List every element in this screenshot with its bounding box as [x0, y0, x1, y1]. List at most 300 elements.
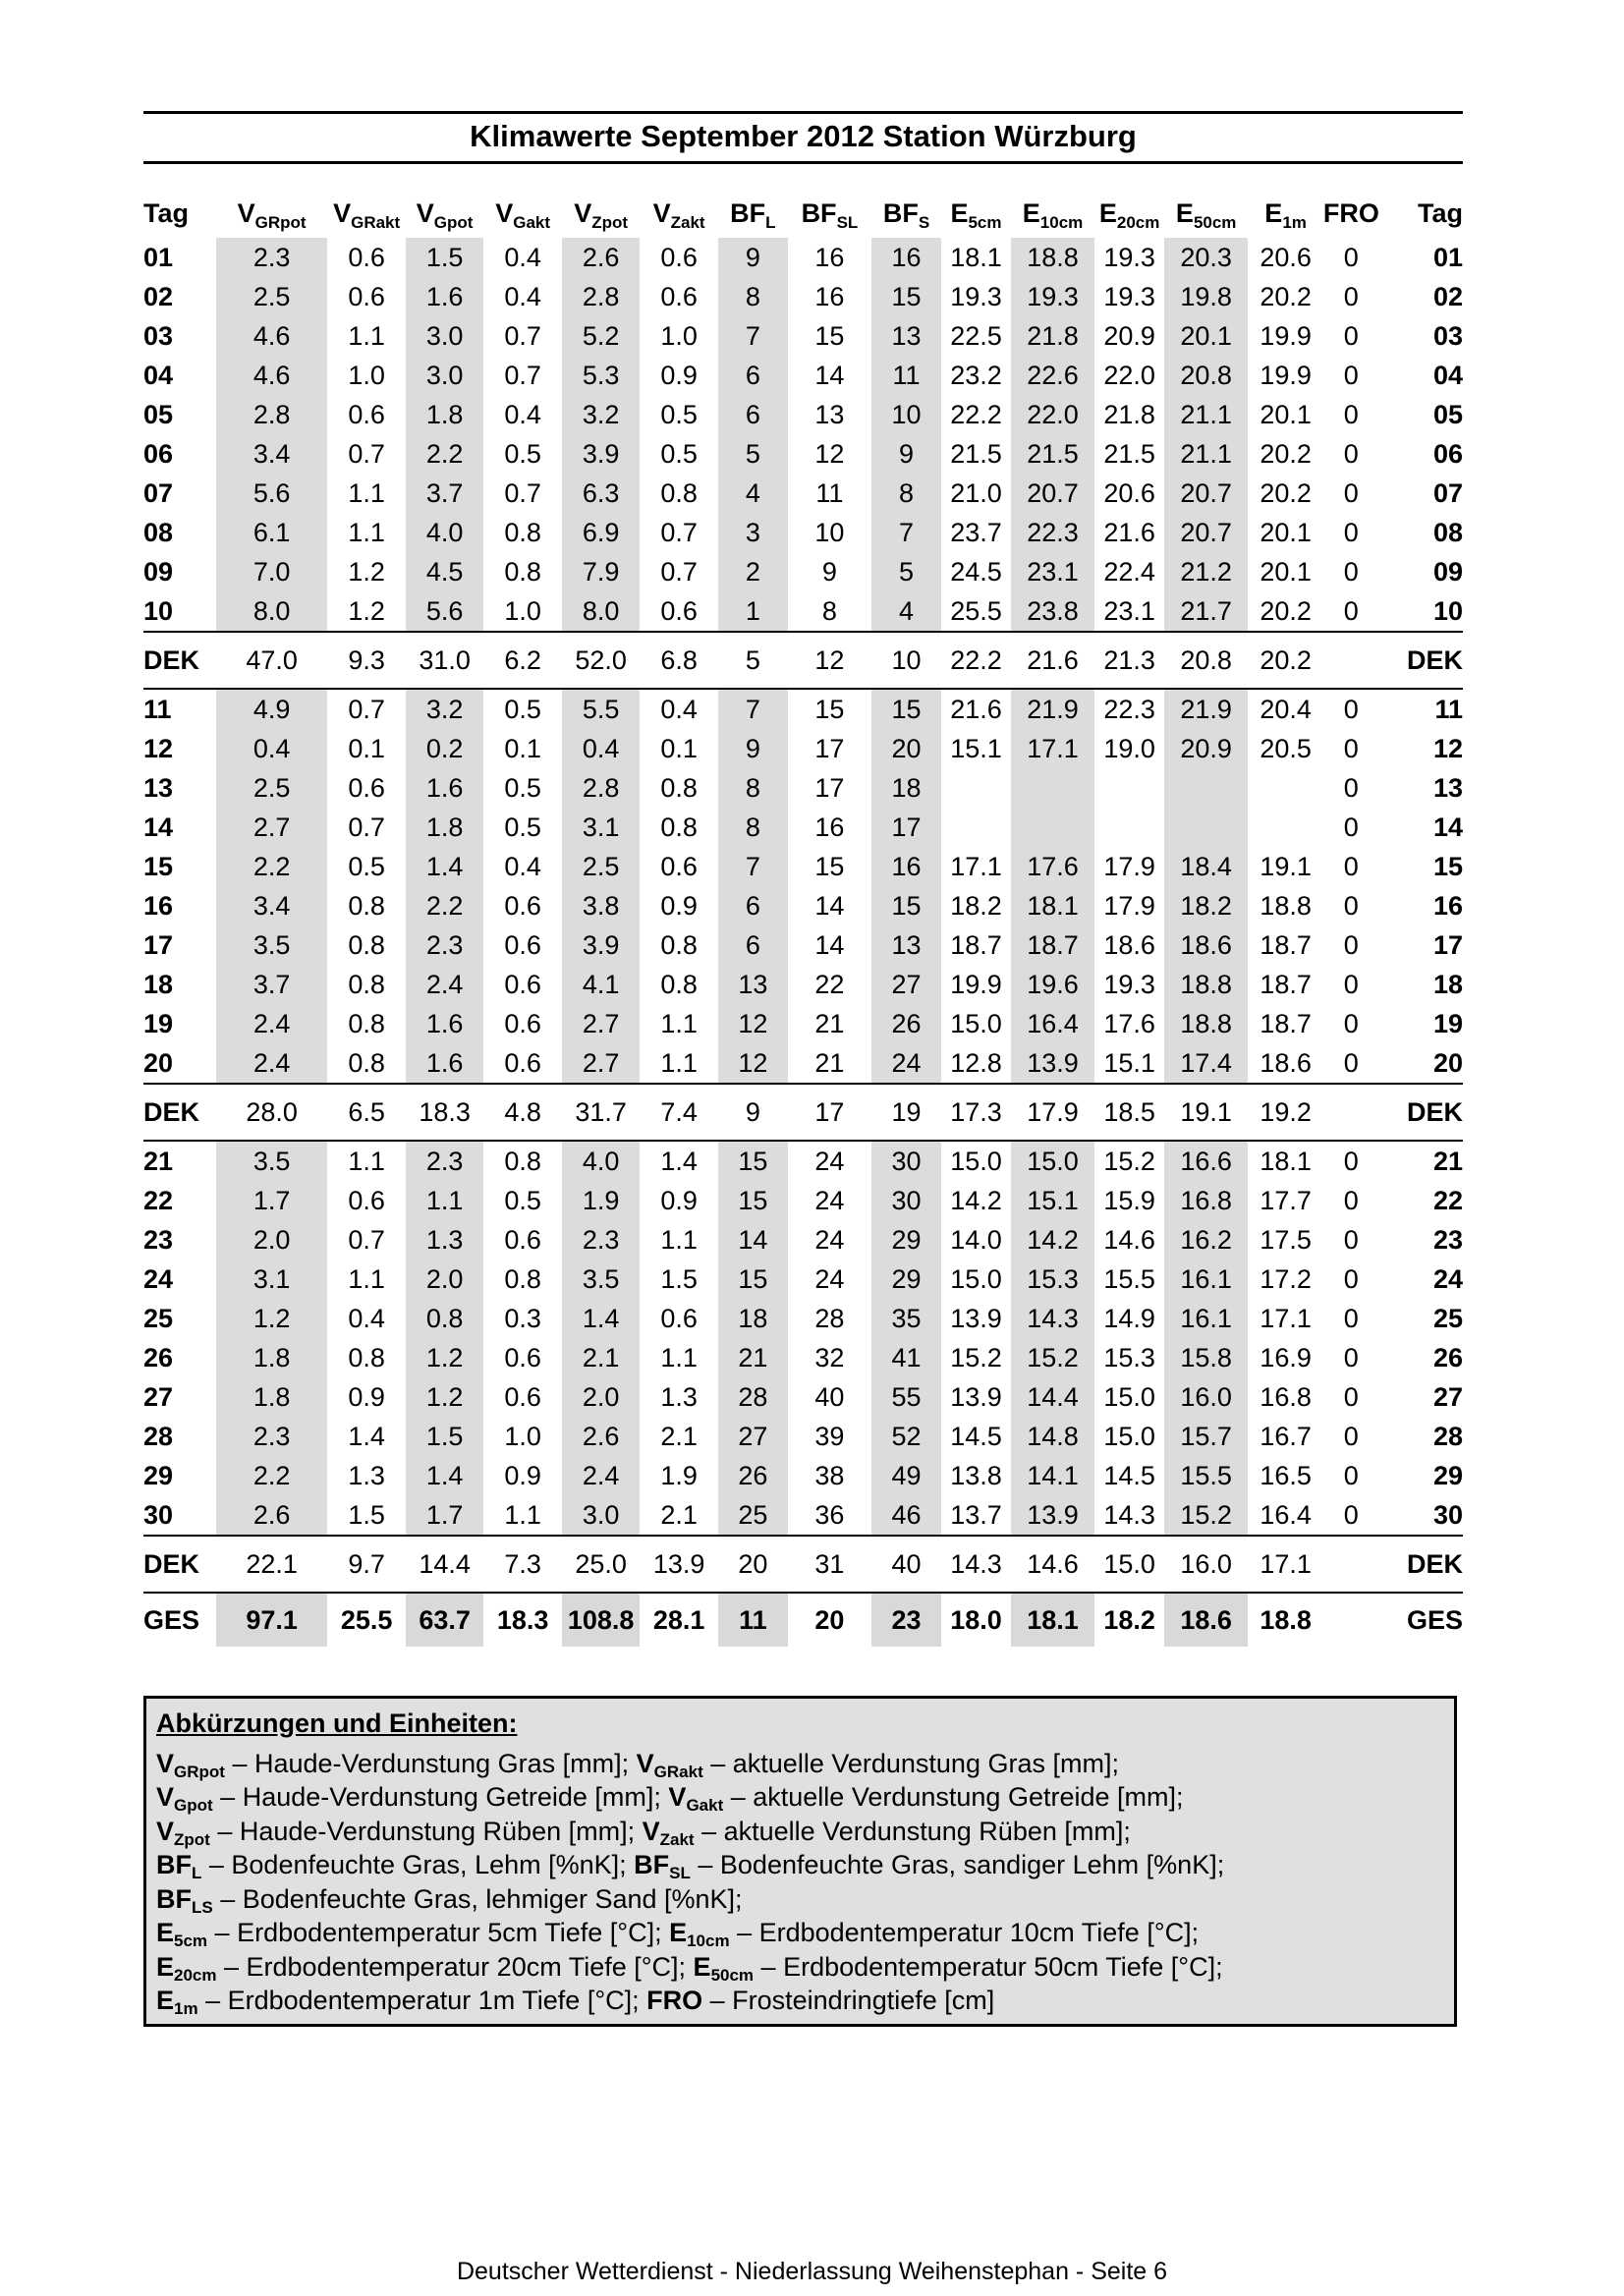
table-cell: 19.1 [1260, 851, 1312, 881]
table-cell: 12 [814, 438, 845, 469]
summary-cell: 17.1 [1248, 1536, 1323, 1593]
table-cell: 3.0 [406, 316, 484, 356]
table-cell: 0.5 [348, 851, 385, 881]
table-row [143, 238, 1463, 277]
day-label: 15 [143, 851, 174, 881]
table-cell: 0 [1343, 1185, 1359, 1215]
table-cell: 21.6 [941, 689, 1011, 729]
table-cell: 19.3 [1103, 242, 1155, 272]
legend-abbrev-base: BF [634, 1850, 670, 1879]
summary-cell: 20 [718, 1536, 788, 1593]
table-cell: 2.6 [562, 238, 641, 277]
legend-abbrev-base: E [156, 1986, 175, 2015]
legend-lines [156, 1747, 1444, 2018]
legend-abbrev-base: V [156, 1782, 175, 1812]
table-cell: 0.8 [504, 1263, 541, 1294]
summary-cell: 20.8 [1164, 632, 1248, 689]
table-cell: 19.3 [950, 281, 1002, 311]
summary-label: DEK [143, 1084, 216, 1141]
table-row [143, 1495, 1463, 1536]
table-cell: 0.5 [660, 438, 698, 469]
page-title: Klimawerte September 2012 Station Würzburg [470, 119, 1137, 153]
table-cell: 23.8 [1011, 591, 1094, 632]
table-cell: 8.0 [216, 591, 328, 632]
total-cell [1323, 1593, 1379, 1647]
table-cell: 5 [718, 434, 788, 474]
summary-cell: 16.0 [1164, 1536, 1248, 1593]
table-cell: 2.2 [216, 1456, 328, 1495]
table-cell: 15 [718, 1181, 788, 1220]
table-row [143, 847, 1463, 886]
table-cell: 5.5 [562, 689, 641, 729]
table-cell: 16 [871, 847, 941, 886]
table-cell: 1.2 [406, 1377, 484, 1417]
table-cell: 3.5 [216, 925, 328, 965]
column-header-label: E [1175, 197, 1194, 228]
table-cell: 1.3 [660, 1381, 698, 1412]
column-header [216, 189, 328, 238]
table-cell: 13 [718, 965, 788, 1004]
summary-cell: 25.0 [562, 1536, 641, 1593]
table-cell: 15 [871, 277, 941, 316]
table-cell: 21.2 [1164, 552, 1248, 591]
table-cell: 1.6 [406, 1043, 484, 1084]
title-block [143, 111, 1463, 164]
table-row [143, 768, 1463, 808]
table-cell: 20.6 [1103, 477, 1155, 508]
table-row [143, 277, 1463, 316]
table-row [143, 591, 1463, 632]
table-cell: 24 [788, 1141, 871, 1181]
table-cell: 16.6 [1164, 1141, 1248, 1181]
table-cell: 0.6 [660, 851, 698, 881]
table-cell: 21.8 [1103, 399, 1155, 429]
total-label: GES [1379, 1593, 1463, 1647]
day-label: 24 [1432, 1263, 1463, 1294]
table-cell: 3.2 [562, 395, 641, 434]
day-label: 30 [1432, 1499, 1463, 1530]
legend-text: – Erdbodentemperatur 20cm Tiefe [°C]; [216, 1951, 694, 1982]
table-cell: 15.0 [941, 1141, 1011, 1181]
legend-abbrev-base: E [156, 1918, 175, 1947]
table-cell: 16.5 [1260, 1460, 1312, 1490]
table-cell: 2.1 [660, 1421, 698, 1451]
table-cell: 0.8 [483, 1141, 562, 1181]
legend-abbrev-subscript: Gakt [686, 1796, 724, 1815]
legend-text: – Erdbodentemperatur 1m Tiefe [°C]; [197, 1986, 647, 2015]
table-cell: 20.5 [1260, 733, 1312, 763]
table-cell: 55 [871, 1377, 941, 1417]
column-header-label: E [1098, 197, 1117, 228]
table-cell: 4 [718, 474, 788, 513]
table-cell: 15 [814, 320, 845, 351]
table-cell: 18.2 [950, 890, 1002, 921]
day-label: 23 [143, 1224, 174, 1255]
table-cell: 2.3 [216, 1417, 328, 1456]
table-cell: 8 [718, 768, 788, 808]
table-cell: 0.8 [660, 929, 698, 960]
table-cell: 13.8 [950, 1460, 1002, 1490]
table-cell: 0.6 [660, 595, 698, 626]
table-cell: 20.8 [1164, 356, 1248, 395]
table-cell: 21.5 [950, 438, 1002, 469]
table-cell: 15.2 [1164, 1495, 1248, 1536]
summary-cell: 9.7 [327, 1536, 406, 1593]
column-header [1011, 189, 1094, 238]
table-cell: 6 [718, 395, 788, 434]
column-header-label: E [1264, 197, 1283, 228]
table-cell: 2.7 [562, 1043, 641, 1084]
table-cell: 0.5 [504, 812, 541, 842]
table-cell: 15 [871, 886, 941, 925]
total-cell: 97.1 [216, 1593, 328, 1647]
table-cell: 14.5 [1103, 1460, 1155, 1490]
table-cell: 17.1 [1011, 729, 1094, 768]
table-cell: 1.9 [562, 1181, 641, 1220]
table-cell: 6.3 [562, 474, 641, 513]
table-cell: 18.8 [1260, 890, 1312, 921]
table-cell: 1.2 [348, 556, 385, 587]
table-cell: 7 [871, 513, 941, 552]
table-cell: 18.1 [1011, 886, 1094, 925]
legend-abbrev-base: E [669, 1918, 688, 1947]
column-header [1164, 189, 1248, 238]
table-cell: 19.9 [1260, 360, 1312, 390]
table-cell: 7.0 [216, 552, 328, 591]
summary-cell: 4.8 [483, 1084, 562, 1141]
day-label: 09 [1432, 556, 1463, 587]
table-cell: 17.4 [1164, 1043, 1248, 1084]
table-cell: 16.8 [1164, 1181, 1248, 1220]
table-cell: 18 [718, 1299, 788, 1338]
summary-cell: 22.1 [216, 1536, 328, 1593]
total-cell: 23 [871, 1593, 941, 1647]
table-cell: 0 [1343, 1460, 1359, 1490]
table-cell: 0.8 [348, 1047, 385, 1078]
table-cell: 14.2 [1011, 1220, 1094, 1260]
day-label: 19 [143, 1008, 174, 1038]
column-header-label: V [652, 197, 671, 228]
table-cell: 0.6 [504, 1342, 541, 1372]
total-cell: 18.6 [1164, 1593, 1248, 1647]
table-cell: 0.7 [348, 1224, 385, 1255]
day-label: 10 [143, 595, 174, 626]
total-cell: 28.1 [640, 1593, 718, 1647]
table-cell: 13.9 [950, 1303, 1002, 1333]
table-cell: 6 [718, 925, 788, 965]
day-label: 01 [1432, 242, 1463, 272]
table-cell: 2.7 [216, 808, 328, 847]
table-cell: 18.8 [1011, 238, 1094, 277]
column-header-subscript: Gpot [433, 212, 474, 232]
legend-line [156, 1848, 1444, 1882]
day-label: 07 [143, 477, 174, 508]
table-cell: 0 [1343, 281, 1359, 311]
table-cell: 0 [1343, 399, 1359, 429]
table-cell: 20.3 [1164, 238, 1248, 277]
table-cell: 17.1 [1260, 1303, 1312, 1333]
table-cell: 18.6 [1260, 1047, 1312, 1078]
column-header [1094, 189, 1164, 238]
table-cell: 1.4 [562, 1299, 641, 1338]
table-cell: 10 [871, 395, 941, 434]
table-cell: 0 [1343, 1008, 1359, 1038]
table-cell: 3.1 [562, 808, 641, 847]
table-cell: 17.1 [950, 851, 1002, 881]
table-cell: 0 [1343, 1047, 1359, 1078]
legend-text: – Bodenfeuchte Gras, Lehm [%nK]; [201, 1850, 635, 1879]
table-cell: 17 [871, 808, 941, 847]
table-row [143, 1004, 1463, 1043]
table-cell: 15 [788, 689, 871, 729]
table-cell: 1.7 [216, 1181, 328, 1220]
legend-abbrev [642, 1816, 695, 1849]
table-cell: 1.1 [660, 1342, 698, 1372]
total-cell: 108.8 [562, 1593, 641, 1647]
table-cell: 0.8 [504, 517, 541, 547]
column-header-label: FRO [1322, 197, 1379, 228]
table-cell: 1.1 [504, 1499, 541, 1530]
table-cell: 3.7 [406, 474, 484, 513]
table-cell: 49 [871, 1456, 941, 1495]
table-cell: 1.9 [660, 1460, 698, 1490]
table-cell: 28 [718, 1377, 788, 1417]
table-cell: 18.6 [1164, 925, 1248, 965]
day-label: 20 [1432, 1047, 1463, 1078]
legend-text: – Frosteindringtiefe [cm] [702, 1986, 995, 2015]
table-cell: 3.5 [216, 1141, 328, 1181]
summary-cell: 18.5 [1094, 1084, 1164, 1141]
table-cell: 18.1 [950, 242, 1002, 272]
total-cell: 18.2 [1094, 1593, 1164, 1647]
column-header-subscript: 1m [1282, 212, 1307, 232]
day-label: 30 [143, 1499, 174, 1530]
table-cell: 4.1 [562, 965, 641, 1004]
column-header [327, 189, 406, 238]
table-cell: 0.6 [504, 1047, 541, 1078]
table-cell: 18.7 [1260, 1008, 1312, 1038]
day-label: 18 [143, 969, 174, 999]
table-cell: 21.0 [950, 477, 1002, 508]
climate-table [143, 189, 1463, 1647]
table-cell: 20.2 [1260, 438, 1312, 469]
table-row [143, 1377, 1463, 1417]
table-header-row [143, 189, 1463, 238]
table-cell: 0 [1343, 929, 1359, 960]
table-cell: 18.4 [1164, 847, 1248, 886]
table-cell: 14.4 [1011, 1377, 1094, 1417]
summary-cell: 21.6 [1011, 632, 1094, 689]
day-label: 26 [143, 1342, 174, 1372]
table-cell: 17 [814, 772, 845, 803]
day-label: 03 [1432, 320, 1463, 351]
day-label: 06 [143, 438, 174, 469]
table-cell: 0 [1343, 733, 1359, 763]
table-cell: 15.0 [1103, 1421, 1155, 1451]
day-label: 23 [1432, 1224, 1463, 1255]
table-cell: 1.3 [406, 1220, 484, 1260]
table-cell: 1 [718, 591, 788, 632]
table-cell: 1.4 [406, 847, 484, 886]
summary-cell: 28.0 [216, 1084, 328, 1141]
legend-abbrev-subscript: 10cm [687, 1932, 730, 1950]
table-cell: 18 [871, 768, 941, 808]
summary-cell: 52.0 [562, 632, 641, 689]
table-cell: 12 [718, 1043, 788, 1084]
column-header [1379, 189, 1463, 238]
day-label: 21 [1379, 1141, 1463, 1181]
table-cell: 14.9 [1103, 1303, 1155, 1333]
table-cell: 9 [718, 238, 788, 277]
summary-cell: 13.9 [640, 1536, 718, 1593]
table-row [143, 689, 1463, 729]
table-row [143, 513, 1463, 552]
table-cell: 29 [871, 1260, 941, 1299]
table-cell: 0.8 [348, 1008, 385, 1038]
table-cell: 1.8 [216, 1338, 328, 1377]
table-cell: 35 [871, 1299, 941, 1338]
column-header-subscript: Zpot [591, 212, 629, 232]
legend-text: – Haude-Verdunstung Getreide [mm]; [212, 1782, 669, 1812]
table-cell: 1.8 [216, 1377, 328, 1417]
table-cell: 17 [814, 733, 845, 763]
table-cell: 15.0 [1103, 1381, 1155, 1412]
table-cell: 16.4 [1260, 1499, 1312, 1530]
table-cell: 1.1 [660, 1047, 698, 1078]
table-cell: 15.1 [950, 733, 1002, 763]
table-cell: 0 [1343, 890, 1359, 921]
table-cell: 1.0 [504, 595, 541, 626]
column-header-label: Tag [143, 197, 189, 228]
table-cell: 0.1 [660, 733, 698, 763]
legend-abbrev-subscript: 1m [174, 1999, 198, 2018]
table-cell: 14.3 [1011, 1299, 1094, 1338]
legend-abbrev-subscript: GRakt [653, 1762, 703, 1781]
table-cell: 23.1 [1103, 595, 1155, 626]
table-cell: 0.5 [504, 1185, 541, 1215]
table-cell: 21 [814, 1047, 845, 1078]
table-cell: 0.5 [660, 399, 698, 429]
day-label: 16 [1432, 890, 1463, 921]
day-label: 14 [1432, 812, 1463, 842]
table-cell: 1.1 [660, 1224, 698, 1255]
table-cell: 0.6 [504, 890, 541, 921]
table-cell: 0 [1343, 242, 1359, 272]
table-cell: 16.1 [1164, 1299, 1248, 1338]
column-header-subscript: 5cm [968, 212, 1002, 232]
table-cell: 0.9 [348, 1381, 385, 1412]
legend-abbrev [668, 1782, 724, 1815]
legend-abbrev-subscript: Zpot [174, 1829, 210, 1849]
table-cell: 13.9 [1011, 1495, 1094, 1536]
column-header-subscript: Gakt [513, 212, 551, 232]
table-cell: 27 [871, 965, 941, 1004]
table-cell: 0.7 [348, 438, 385, 469]
table-cell: 19.3 [1011, 277, 1094, 316]
table-cell: 0.6 [504, 1008, 541, 1038]
day-label: 25 [143, 1303, 174, 1333]
table-cell: 0.8 [348, 1342, 385, 1372]
summary-cell: 18.3 [406, 1084, 484, 1141]
decade-summary-row [143, 1536, 1463, 1593]
table-cell: 22.5 [950, 320, 1002, 351]
table-cell: 0 [1343, 969, 1359, 999]
summary-cell: 15.0 [1094, 1536, 1164, 1593]
table-row [143, 808, 1463, 847]
table-cell: 1.4 [640, 1141, 718, 1181]
table-cell: 18.1 [1248, 1141, 1323, 1181]
table-cell: 2.4 [216, 1043, 328, 1084]
total-cell: 20 [788, 1593, 871, 1647]
table-cell: 1.1 [348, 320, 385, 351]
table-cell: 15.3 [1011, 1260, 1094, 1299]
table-cell: 13.9 [950, 1381, 1002, 1412]
table-row [143, 1043, 1463, 1084]
table-cell: 13.9 [1011, 1043, 1094, 1084]
table-cell: 1.2 [406, 1338, 484, 1377]
table-cell: 4.0 [562, 1141, 641, 1181]
summary-cell: 6.5 [327, 1084, 406, 1141]
table-cell: 0 [1343, 320, 1359, 351]
table-cell: 5.2 [562, 316, 641, 356]
table-cell: 22.4 [1103, 556, 1155, 587]
table-cell: 1.0 [504, 1421, 541, 1451]
table-cell: 18.7 [1011, 925, 1094, 965]
table-cell: 3.9 [562, 925, 641, 965]
column-header-subscript: 10cm [1039, 212, 1084, 232]
legend-line [156, 1815, 1444, 1849]
day-label: 05 [143, 399, 174, 429]
table-cell: 2.4 [406, 965, 484, 1004]
table-cell: 1.0 [348, 360, 385, 390]
table-cell: 0.7 [327, 689, 406, 729]
table-cell: 2.8 [216, 395, 328, 434]
table-cell: 2.6 [562, 1417, 641, 1456]
table-cell: 0.4 [504, 399, 541, 429]
table-cell: 52 [871, 1417, 941, 1456]
table-cell: 16 [814, 812, 845, 842]
table-cell: 25 [718, 1495, 788, 1536]
table-cell: 1.1 [348, 477, 385, 508]
table-row [143, 886, 1463, 925]
table-cell: 6.1 [216, 513, 328, 552]
table-cell: 2.4 [216, 1004, 328, 1043]
table-cell: 0 [1343, 772, 1359, 803]
table-cell: 0.5 [504, 438, 541, 469]
day-label: 11 [143, 689, 216, 729]
table-cell: 4 [871, 591, 941, 632]
legend-abbrev-base: E [693, 1951, 711, 1982]
day-label: 15 [1432, 851, 1463, 881]
table-cell: 0.1 [348, 733, 385, 763]
table-cell: 20.7 [1164, 474, 1248, 513]
table-cell: 20.2 [1260, 281, 1312, 311]
table-cell: 21.8 [1011, 316, 1094, 356]
title-bottom-rule [143, 161, 1463, 164]
total-cell: 18.1 [1011, 1593, 1094, 1647]
table-cell: 41 [871, 1338, 941, 1377]
table-cell: 1.5 [660, 1263, 698, 1294]
legend-abbrev-subscript: Gpot [174, 1796, 213, 1815]
legend-abbrev [156, 1748, 225, 1781]
column-header [640, 189, 718, 238]
table-cell: 16.1 [1164, 1260, 1248, 1299]
column-header [941, 189, 1011, 238]
day-label: 29 [1432, 1460, 1463, 1490]
table-cell: 1.8 [406, 808, 484, 847]
table-cell: 2.3 [406, 1141, 484, 1181]
table-cell: 0.6 [348, 772, 385, 803]
